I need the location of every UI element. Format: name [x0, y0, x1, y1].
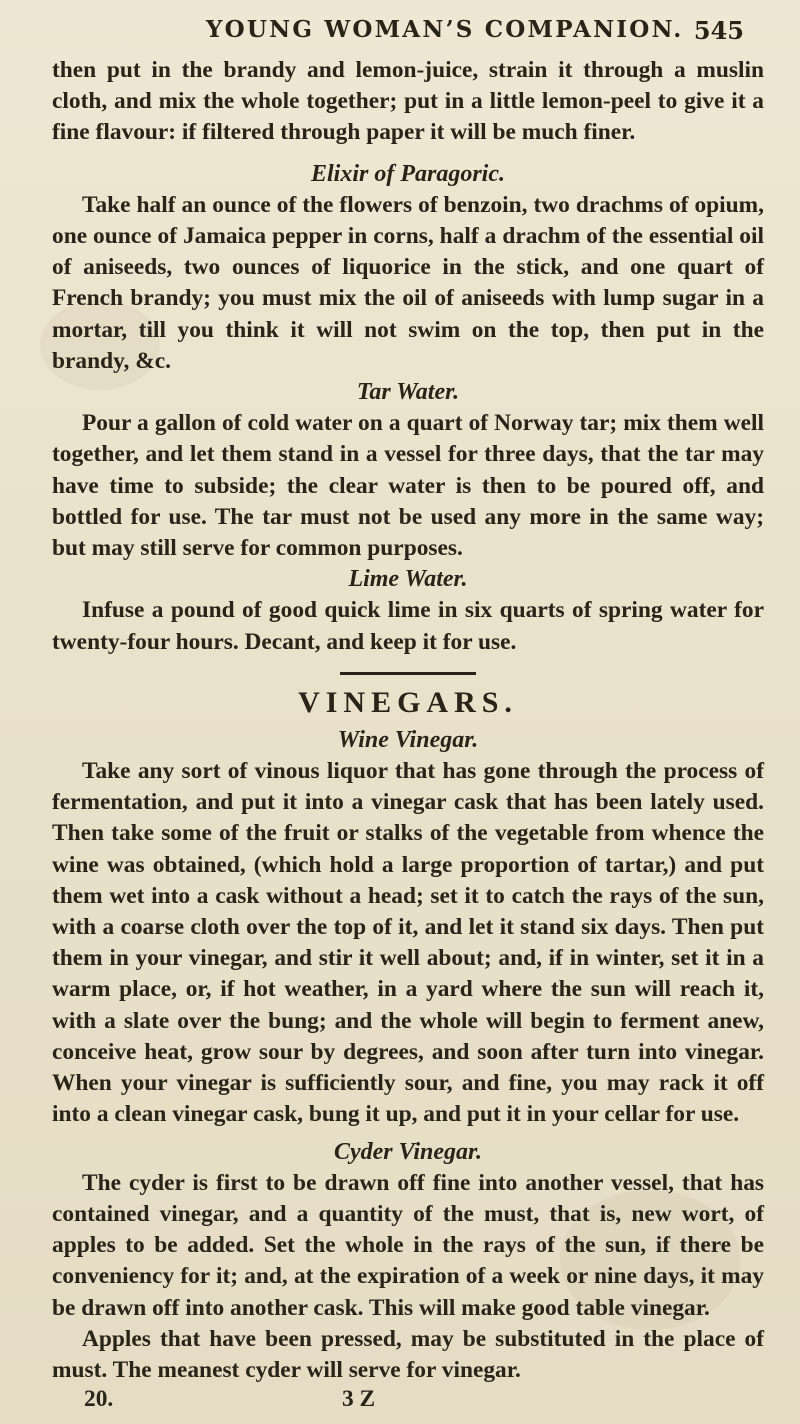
- recipe-text-lime-water: Infuse a pound of good quick lime in six quarts of spring water for twenty-four hours. Decant, and keep it for use.: [52, 597, 764, 655]
- recipe-title-elixir: Elixir of Paragoric.: [310, 160, 505, 187]
- recipe-title-cyder-vinegar: Cyder Vinegar.: [333, 1138, 483, 1165]
- section-divider: [340, 672, 476, 675]
- page-number: 545: [693, 16, 744, 45]
- recipe-title-wine-vinegar: Wine Vinegar.: [337, 726, 479, 753]
- recipe-text-cyder-vinegar: The cyder is first to be drawn off fine into another vessel, that has contained vinegar, and a quantity of the must, that is, new wort, of apples to be added. Set the whole in the rays of the sun, if there be conveniency for it; and, at the expiration of a week or nine days, it may be drawn off into another cask. This will make good table vinegar.: [52, 1169, 764, 1321]
- recipe-title-lime-water: Lime Water.: [348, 566, 468, 593]
- recipe-note-cyder-vinegar: Apples that have been pressed, may be substituted in the place of must. The meanest cyder will serve for vinegar.: [52, 1325, 764, 1383]
- intro-paragraph: then put in the brandy and lemon-juice, strain it through a muslin cloth, and mix the whole together; put in a little lemon-peel to give it a fine flavour: if filtered through paper it will be much finer.: [52, 57, 764, 146]
- signature-mark: 3 Z: [342, 1386, 376, 1413]
- recipe-text-elixir: Take half an ounce of the flowers of benzoin, two drachms of opium, one ounce of Jamaica pepper in corns, half a drachm of the essential oil of aniseeds, two ounces of liquorice in the stick, and one quart of French brandy; you must mix the oil of aniseeds with lump sugar in a mortar, till you think it will not swim on the top, then put in the brandy, &c.: [52, 191, 764, 374]
- page-footer: [52, 1386, 764, 1417]
- recipe-text-wine-vinegar: Take any sort of vinous liquor that has gone through the process of fermentation, and put it into a vinegar cask that has been lately used. Then take some of the fruit or stalks of the vegetable from whence the wine was obtained, (which hold a large proportion of tartar,) and put them wet into a cask without a head; set it to catch the rays of the sun, with a coarse cloth over the top of it, and let it stand six days. Then put them in your vinegar, and stir it well about; and, if in winter, set it in a warm place, or, if hot weather, in a yard where the sun will reach it, with a slate over the bung; and the whole will begin to ferment anew, conceive heat, grow sour by degrees, and soon after turn into vinegar. When your vinegar is sufficiently sour, and fine, you may rack it off into a clean vinegar cask, bung it up, and put it in your cellar for use.: [52, 758, 764, 1128]
- signature-number: 20.: [84, 1386, 114, 1413]
- page-header: [196, 10, 756, 50]
- recipe-text-tar-water: Pour a gallon of cold water on a quart of Norway tar; mix them well together, and let them stand in a vessel for three days, that the tar may have time to subside; the clear water is then to be poured off, and bottled for use. The tar must not be used any more in the same way; but may still serve for common purposes.: [52, 410, 764, 562]
- running-title: YOUNG WOMAN’S COMPANION.: [206, 16, 684, 43]
- page-body: [52, 55, 764, 1417]
- section-heading-vinegars: VINEGARS.: [298, 685, 518, 719]
- recipe-title-tar-water: Tar Water.: [356, 379, 460, 406]
